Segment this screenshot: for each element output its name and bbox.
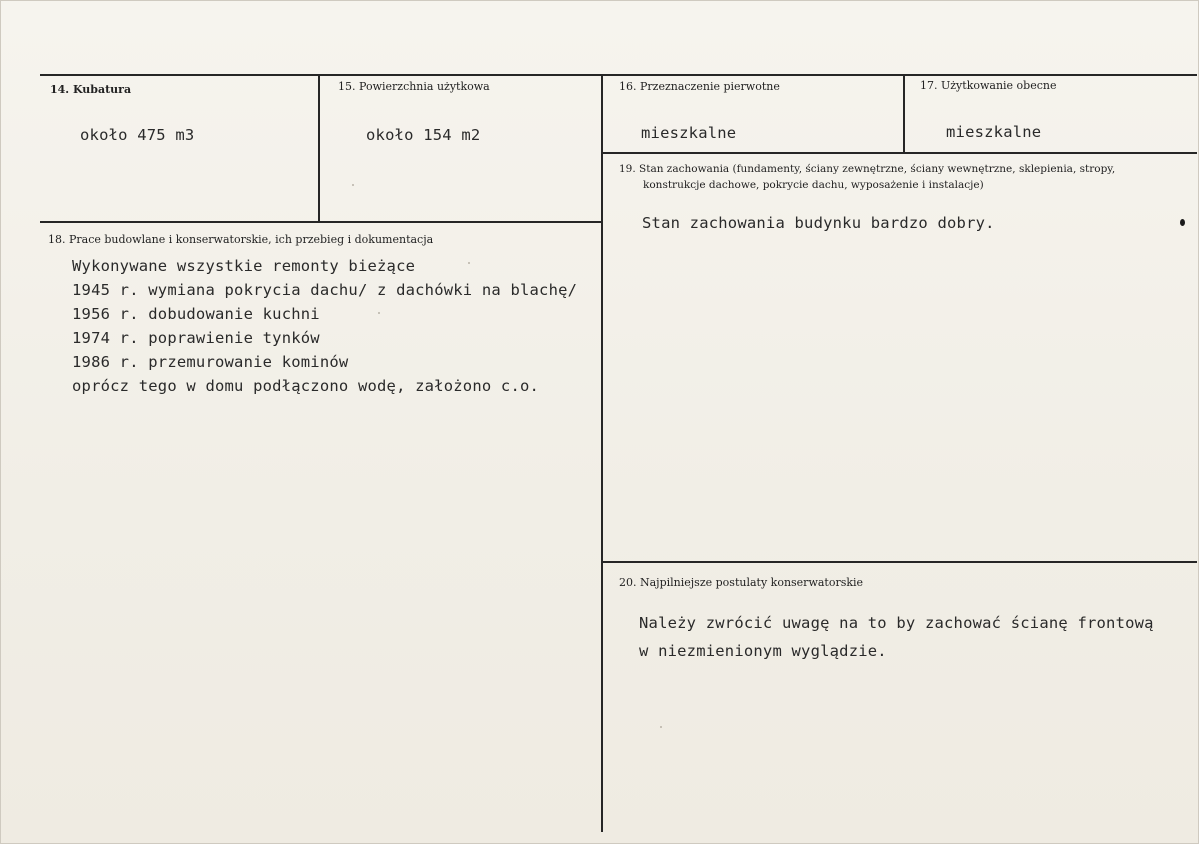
paper-speck (378, 312, 380, 314)
prace-line: oprócz tego w domu podłączono wodę, założono c.o. (72, 377, 540, 395)
stan-label-line2: konstrukcje dachowe, pokrycie dachu, wyposażenie i instalacje) (643, 179, 984, 191)
divider-16-17 (903, 75, 905, 153)
postulaty-line: Należy zwrócić uwagę na to by zachować ścianę frontową (639, 614, 1154, 632)
kubatura-value: około 475 m3 (80, 126, 195, 144)
postulaty-line: w niezmienionym wyglądzie. (639, 642, 887, 660)
rule-below-19 (602, 561, 1197, 563)
paper-speck (352, 184, 354, 186)
uzytkowanie-label: 17. Użytkowanie obecne (920, 79, 1057, 92)
postulaty-label: 20. Najpilniejsze postulaty konserwatorskie (619, 576, 864, 589)
paper-speck (660, 726, 662, 728)
paper-speck (468, 262, 470, 264)
prace-line: 1956 r. dobudowanie kuchni (72, 305, 320, 323)
rule-below-14-15 (40, 221, 602, 223)
prace-line: 1986 r. przemurowanie kominów (72, 353, 349, 371)
powierzchnia-value: około 154 m2 (366, 126, 481, 144)
prace-line: 1945 r. wymiana pokrycia dachu/ z dachówki na blachę/ (72, 281, 578, 299)
kubatura-label: 14. Kubatura (50, 83, 132, 96)
rule-below-16-17 (602, 152, 1197, 154)
stan-label-line1: 19. Stan zachowania (fundamenty, ściany zewnętrzne, ściany wewnętrzne, sklepienia, stropy, (619, 163, 1116, 175)
uzytkowanie-value: mieszkalne (946, 123, 1042, 141)
postulaty-lines (639, 609, 1154, 665)
prace-label: 18. Prace budowlane i konserwatorskie, ich przebieg i dokumentacja (48, 233, 434, 246)
prace-line: Wykonywane wszystkie remonty bieżące (72, 257, 416, 275)
ink-dot (1180, 219, 1185, 226)
powierzchnia-label: 15. Powierzchnia użytkowa (338, 80, 490, 93)
przeznaczenie-value: mieszkalne (641, 124, 737, 142)
przeznaczenie-label: 16. Przeznaczenie pierwotne (619, 80, 780, 93)
prace-line: 1974 r. poprawienie tynków (72, 329, 320, 347)
stan-value: Stan zachowania budynku bardzo dobry. (642, 214, 995, 232)
prace-lines (72, 254, 577, 398)
divider-14-15 (318, 75, 320, 222)
top-rule (40, 74, 1197, 76)
divider-left-right (601, 75, 603, 832)
